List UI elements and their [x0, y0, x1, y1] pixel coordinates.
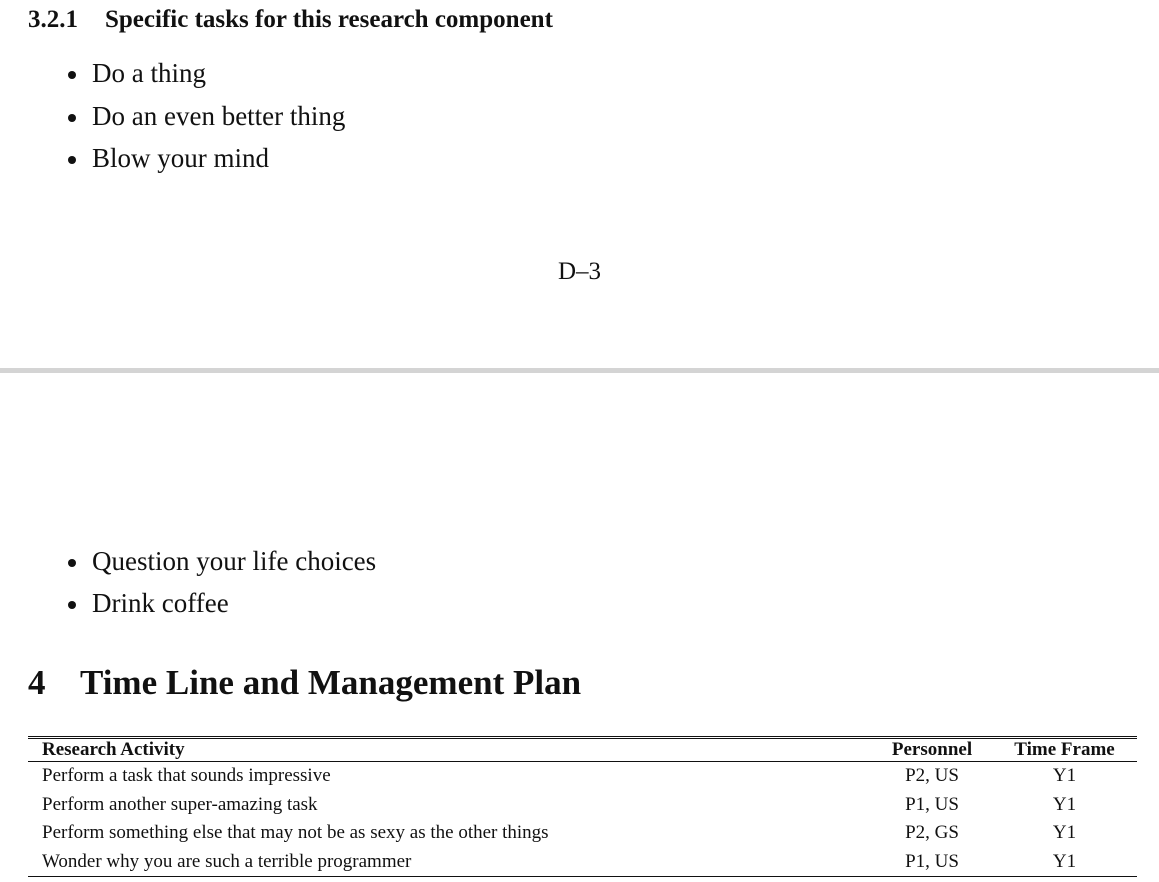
cell-activity: Perform another super-amazing task — [42, 793, 318, 815]
cell-activity: Perform a task that sounds impressive — [42, 765, 331, 787]
header-personnel: Personnel — [872, 738, 992, 762]
table-header-row — [28, 738, 1137, 762]
task-list — [66, 56, 345, 184]
page-bottom — [0, 373, 1159, 882]
list-item: Do an even better thing — [66, 99, 345, 142]
table-row — [28, 819, 1137, 848]
activity-table — [28, 736, 1137, 877]
cell-time-frame: Y1 — [1052, 822, 1077, 844]
subsection-title: Specific tasks for this research component — [105, 6, 553, 33]
page-top — [0, 0, 1159, 368]
cell-personnel: P1, US — [905, 793, 959, 815]
list-item: Drink coffee — [66, 586, 376, 628]
section-number: 4 — [28, 663, 46, 702]
cell-personnel: P1, US — [905, 851, 959, 873]
task-list-continued — [66, 544, 376, 628]
table-row — [28, 791, 1137, 820]
table-row — [28, 848, 1137, 877]
header-research-activity: Research Activity — [28, 738, 872, 762]
cell-time-frame: Y1 — [1052, 851, 1077, 873]
header-time-frame: Time Frame — [992, 738, 1137, 762]
cell-activity: Perform something else that may not be as sexy as the other things — [42, 822, 549, 844]
page-number: D–3 — [557, 258, 602, 285]
cell-personnel: P2, GS — [905, 822, 959, 844]
section-heading — [28, 663, 581, 703]
table-row — [28, 762, 1137, 791]
list-item: Blow your mind — [66, 141, 345, 184]
cell-time-frame: Y1 — [1052, 793, 1077, 815]
list-item: Question your life choices — [66, 544, 376, 586]
section-title: Time Line and Management Plan — [80, 663, 582, 702]
subsection-number: 3.2.1 — [28, 6, 78, 33]
subsection-heading — [28, 6, 553, 34]
list-item: Do a thing — [66, 56, 345, 99]
cell-personnel: P2, US — [905, 765, 959, 787]
cell-time-frame: Y1 — [1052, 765, 1077, 787]
cell-activity: Wonder why you are such a terrible programmer — [42, 851, 412, 873]
